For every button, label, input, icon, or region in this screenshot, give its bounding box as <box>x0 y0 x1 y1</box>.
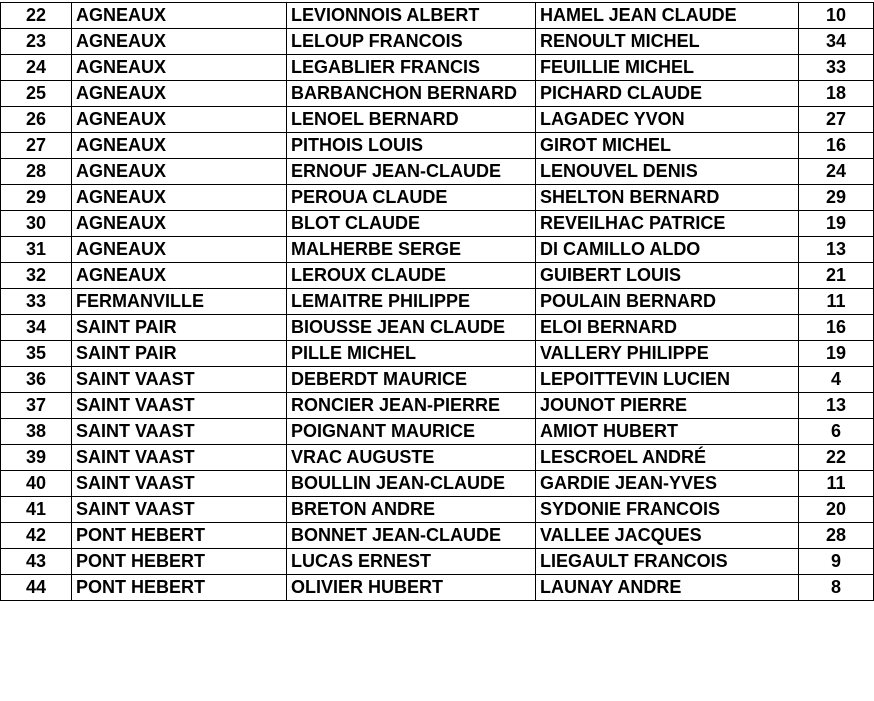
club-cell: PONT HEBERT <box>72 549 287 575</box>
table-row <box>1 3 874 29</box>
club-cell: SAINT PAIR <box>72 341 287 367</box>
score-cell: 19 <box>799 211 874 237</box>
player1-cell: VRAC AUGUSTE <box>287 445 536 471</box>
score-cell: 13 <box>799 393 874 419</box>
player2-cell: LESCROEL ANDRÉ <box>536 445 799 471</box>
player2-cell: AMIOT HUBERT <box>536 419 799 445</box>
club-cell: AGNEAUX <box>72 29 287 55</box>
table-row <box>1 367 874 393</box>
table-row <box>1 185 874 211</box>
table-row <box>1 497 874 523</box>
player1-cell: BOULLIN JEAN-CLAUDE <box>287 471 536 497</box>
results-table-body <box>1 3 874 601</box>
row-number-cell: 37 <box>1 393 72 419</box>
player2-cell: HAMEL JEAN CLAUDE <box>536 3 799 29</box>
club-cell: AGNEAUX <box>72 55 287 81</box>
table-row <box>1 211 874 237</box>
player2-cell: LAUNAY ANDRE <box>536 575 799 601</box>
table-row <box>1 29 874 55</box>
row-number-cell: 22 <box>1 3 72 29</box>
club-cell: AGNEAUX <box>72 185 287 211</box>
club-cell: SAINT VAAST <box>72 445 287 471</box>
player1-cell: MALHERBE SERGE <box>287 237 536 263</box>
player1-cell: LUCAS ERNEST <box>287 549 536 575</box>
club-cell: AGNEAUX <box>72 263 287 289</box>
club-cell: AGNEAUX <box>72 237 287 263</box>
table-row <box>1 471 874 497</box>
table-row <box>1 81 874 107</box>
row-number-cell: 24 <box>1 55 72 81</box>
player1-cell: LELOUP FRANCOIS <box>287 29 536 55</box>
row-number-cell: 39 <box>1 445 72 471</box>
score-cell: 20 <box>799 497 874 523</box>
table-row <box>1 393 874 419</box>
player1-cell: ERNOUF JEAN-CLAUDE <box>287 159 536 185</box>
club-cell: SAINT PAIR <box>72 315 287 341</box>
player1-cell: BONNET JEAN-CLAUDE <box>287 523 536 549</box>
table-row <box>1 549 874 575</box>
player2-cell: SYDONIE FRANCOIS <box>536 497 799 523</box>
row-number-cell: 31 <box>1 237 72 263</box>
row-number-cell: 36 <box>1 367 72 393</box>
player1-cell: BRETON ANDRE <box>287 497 536 523</box>
row-number-cell: 42 <box>1 523 72 549</box>
row-number-cell: 27 <box>1 133 72 159</box>
score-cell: 19 <box>799 341 874 367</box>
player1-cell: BIOUSSE JEAN CLAUDE <box>287 315 536 341</box>
player2-cell: LENOUVEL DENIS <box>536 159 799 185</box>
player1-cell: LEVIONNOIS ALBERT <box>287 3 536 29</box>
score-cell: 34 <box>799 29 874 55</box>
row-number-cell: 38 <box>1 419 72 445</box>
table-row <box>1 341 874 367</box>
player2-cell: LAGADEC YVON <box>536 107 799 133</box>
row-number-cell: 23 <box>1 29 72 55</box>
club-cell: SAINT VAAST <box>72 497 287 523</box>
score-cell: 16 <box>799 133 874 159</box>
score-cell: 10 <box>799 3 874 29</box>
player2-cell: LIEGAULT FRANCOIS <box>536 549 799 575</box>
player1-cell: LENOEL BERNARD <box>287 107 536 133</box>
player2-cell: SHELTON BERNARD <box>536 185 799 211</box>
club-cell: AGNEAUX <box>72 3 287 29</box>
row-number-cell: 43 <box>1 549 72 575</box>
player2-cell: PICHARD CLAUDE <box>536 81 799 107</box>
table-row <box>1 55 874 81</box>
player1-cell: POIGNANT MAURICE <box>287 419 536 445</box>
table-row <box>1 289 874 315</box>
score-cell: 24 <box>799 159 874 185</box>
player1-cell: LEMAITRE PHILIPPE <box>287 289 536 315</box>
table-row <box>1 133 874 159</box>
player2-cell: DI CAMILLO ALDO <box>536 237 799 263</box>
row-number-cell: 30 <box>1 211 72 237</box>
row-number-cell: 29 <box>1 185 72 211</box>
table-row <box>1 575 874 601</box>
club-cell: PONT HEBERT <box>72 523 287 549</box>
score-cell: 11 <box>799 471 874 497</box>
club-cell: SAINT VAAST <box>72 419 287 445</box>
score-cell: 18 <box>799 81 874 107</box>
row-number-cell: 25 <box>1 81 72 107</box>
club-cell: FERMANVILLE <box>72 289 287 315</box>
club-cell: AGNEAUX <box>72 159 287 185</box>
club-cell: AGNEAUX <box>72 107 287 133</box>
club-cell: SAINT VAAST <box>72 393 287 419</box>
player1-cell: RONCIER JEAN-PIERRE <box>287 393 536 419</box>
score-cell: 22 <box>799 445 874 471</box>
table-row <box>1 315 874 341</box>
score-cell: 8 <box>799 575 874 601</box>
player2-cell: VALLEE JACQUES <box>536 523 799 549</box>
row-number-cell: 26 <box>1 107 72 133</box>
table-row <box>1 445 874 471</box>
player1-cell: LEGABLIER FRANCIS <box>287 55 536 81</box>
table-row <box>1 523 874 549</box>
player2-cell: REVEILHAC PATRICE <box>536 211 799 237</box>
row-number-cell: 28 <box>1 159 72 185</box>
row-number-cell: 44 <box>1 575 72 601</box>
table-row <box>1 419 874 445</box>
player1-cell: BARBANCHON BERNARD <box>287 81 536 107</box>
player2-cell: POULAIN BERNARD <box>536 289 799 315</box>
player1-cell: PEROUA CLAUDE <box>287 185 536 211</box>
club-cell: AGNEAUX <box>72 81 287 107</box>
club-cell: AGNEAUX <box>72 133 287 159</box>
score-cell: 13 <box>799 237 874 263</box>
player1-cell: PITHOIS LOUIS <box>287 133 536 159</box>
score-cell: 16 <box>799 315 874 341</box>
table-row <box>1 107 874 133</box>
player1-cell: DEBERDT MAURICE <box>287 367 536 393</box>
player2-cell: VALLERY PHILIPPE <box>536 341 799 367</box>
row-number-cell: 32 <box>1 263 72 289</box>
score-cell: 11 <box>799 289 874 315</box>
player2-cell: GUIBERT LOUIS <box>536 263 799 289</box>
score-cell: 33 <box>799 55 874 81</box>
player2-cell: RENOULT MICHEL <box>536 29 799 55</box>
results-table <box>0 2 874 601</box>
player2-cell: GARDIE JEAN-YVES <box>536 471 799 497</box>
row-number-cell: 41 <box>1 497 72 523</box>
row-number-cell: 40 <box>1 471 72 497</box>
score-cell: 4 <box>799 367 874 393</box>
player1-cell: PILLE MICHEL <box>287 341 536 367</box>
club-cell: AGNEAUX <box>72 211 287 237</box>
player1-cell: LEROUX CLAUDE <box>287 263 536 289</box>
row-number-cell: 35 <box>1 341 72 367</box>
table-row <box>1 263 874 289</box>
club-cell: SAINT VAAST <box>72 367 287 393</box>
player1-cell: BLOT CLAUDE <box>287 211 536 237</box>
player2-cell: ELOI BERNARD <box>536 315 799 341</box>
club-cell: PONT HEBERT <box>72 575 287 601</box>
table-row <box>1 237 874 263</box>
score-cell: 21 <box>799 263 874 289</box>
score-cell: 9 <box>799 549 874 575</box>
player2-cell: JOUNOT PIERRE <box>536 393 799 419</box>
score-cell: 27 <box>799 107 874 133</box>
player2-cell: FEUILLIE MICHEL <box>536 55 799 81</box>
score-cell: 28 <box>799 523 874 549</box>
player2-cell: LEPOITTEVIN LUCIEN <box>536 367 799 393</box>
club-cell: SAINT VAAST <box>72 471 287 497</box>
table-row <box>1 159 874 185</box>
score-cell: 29 <box>799 185 874 211</box>
row-number-cell: 33 <box>1 289 72 315</box>
player1-cell: OLIVIER HUBERT <box>287 575 536 601</box>
row-number-cell: 34 <box>1 315 72 341</box>
player2-cell: GIROT MICHEL <box>536 133 799 159</box>
score-cell: 6 <box>799 419 874 445</box>
